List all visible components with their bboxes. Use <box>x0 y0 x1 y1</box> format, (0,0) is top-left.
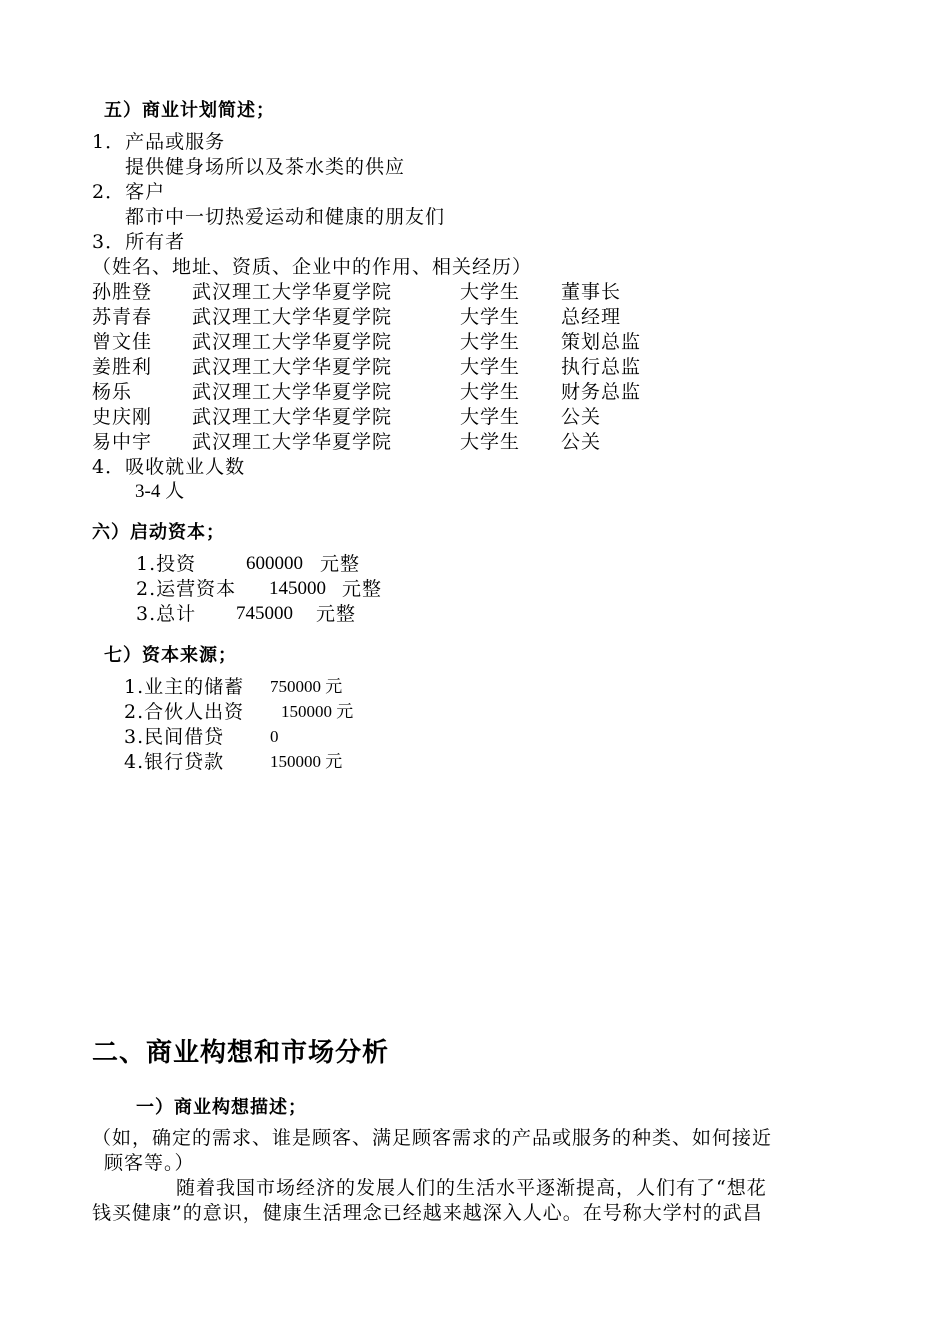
item3-label: 3．所有者 <box>92 231 186 253</box>
capital-unit: 元整 <box>316 603 357 625</box>
capital-row <box>136 603 536 625</box>
capital-amount: 145000 <box>269 578 326 599</box>
source-amount: 150000 元 <box>281 702 354 721</box>
capital-row <box>136 553 536 575</box>
source-row <box>124 726 524 748</box>
note-line: 顾客等。） <box>104 1152 195 1174</box>
item1-label: 1．产品或服务 <box>92 131 226 153</box>
source-label: 1.业主的储蓄 <box>124 676 245 698</box>
owner-name: 史庆刚 <box>92 406 153 428</box>
owner-school: 武汉理工大学华夏学院 <box>192 281 393 303</box>
owner-name: 易中宇 <box>92 431 153 453</box>
owner-status: 大学生 <box>460 331 521 353</box>
source-amount: 150000 元 <box>270 752 343 771</box>
owner-name: 孙胜登 <box>92 281 153 303</box>
owner-school: 武汉理工大学华夏学院 <box>192 331 393 353</box>
owner-row <box>92 381 692 403</box>
item2-label: 2．客户 <box>92 181 166 203</box>
chapter-subheading: 一）商业构想描述； <box>136 1097 307 1118</box>
section7-heading: 七）资本来源； <box>104 645 237 666</box>
source-label: 2.合伙人出资 <box>124 701 245 723</box>
owner-status: 大学生 <box>460 281 521 303</box>
source-amount: 750000 元 <box>270 677 343 696</box>
owner-role: 执行总监 <box>561 356 642 378</box>
item1-text: 提供健身场所以及茶水类的供应 <box>125 156 406 178</box>
source-label: 4.银行贷款 <box>124 751 225 773</box>
paragraph-line: 钱买健康”的意识，健康生活理念已经越来越深入人心。在号称大学村的武昌 <box>92 1202 763 1224</box>
source-row <box>124 751 524 773</box>
owner-status: 大学生 <box>460 306 521 328</box>
owner-role: 总经理 <box>561 306 622 328</box>
owner-row <box>92 406 692 428</box>
owner-status: 大学生 <box>460 356 521 378</box>
owner-row <box>92 431 692 453</box>
item4-label: 4．吸收就业人数 <box>92 456 246 478</box>
item2-text: 都市中一切热爱运动和健康的朋友们 <box>125 206 446 228</box>
owner-school: 武汉理工大学华夏学院 <box>192 381 393 403</box>
source-row <box>124 701 524 723</box>
capital-label: 1.投资 <box>136 553 197 575</box>
owner-role: 董事长 <box>561 281 622 303</box>
owner-name: 姜胜利 <box>92 356 153 378</box>
capital-row <box>136 578 536 600</box>
paragraph-line: 随着我国市场经济的发展人们的生活水平逐渐提高，人们有了“想花 <box>176 1177 767 1199</box>
chapter-title: 二、商业构想和市场分析 <box>92 1038 390 1068</box>
capital-label: 3.总计 <box>136 603 197 625</box>
owner-row <box>92 331 692 353</box>
owner-status: 大学生 <box>460 381 521 403</box>
capital-unit: 元整 <box>320 553 361 575</box>
section5-heading: 五）商业计划简述； <box>104 100 275 121</box>
owner-name: 苏青春 <box>92 306 153 328</box>
owner-role: 策划总监 <box>561 331 642 353</box>
owner-school: 武汉理工大学华夏学院 <box>192 356 393 378</box>
section6-heading: 六）启动资本； <box>92 522 225 543</box>
item3-note: （姓名、地址、资质、企业中的作用、相关经历） <box>92 256 533 278</box>
capital-label: 2.运营资本 <box>136 578 237 600</box>
owner-row <box>92 306 692 328</box>
owner-role: 财务总监 <box>561 381 642 403</box>
source-label: 3.民间借贷 <box>124 726 225 748</box>
owner-row <box>92 356 692 378</box>
owner-status: 大学生 <box>460 406 521 428</box>
owner-school: 武汉理工大学华夏学院 <box>192 431 393 453</box>
owner-name: 曾文佳 <box>92 331 153 353</box>
owner-school: 武汉理工大学华夏学院 <box>192 306 393 328</box>
owner-role: 公关 <box>561 431 602 453</box>
owner-school: 武汉理工大学华夏学院 <box>192 406 393 428</box>
item4-value: 3-4 人 <box>135 481 185 502</box>
owner-name: 杨乐 <box>92 381 133 403</box>
owner-role: 公关 <box>561 406 602 428</box>
source-amount: 0 <box>270 727 279 746</box>
owner-row <box>92 281 692 303</box>
owner-status: 大学生 <box>460 431 521 453</box>
capital-amount: 745000 <box>236 603 293 624</box>
capital-amount: 600000 <box>246 553 303 574</box>
capital-unit: 元整 <box>342 578 383 600</box>
note-line: （如，确定的需求、谁是顾客、满足顾客需求的产品或服务的种类、如何接近 <box>92 1127 773 1149</box>
source-row <box>124 676 524 698</box>
